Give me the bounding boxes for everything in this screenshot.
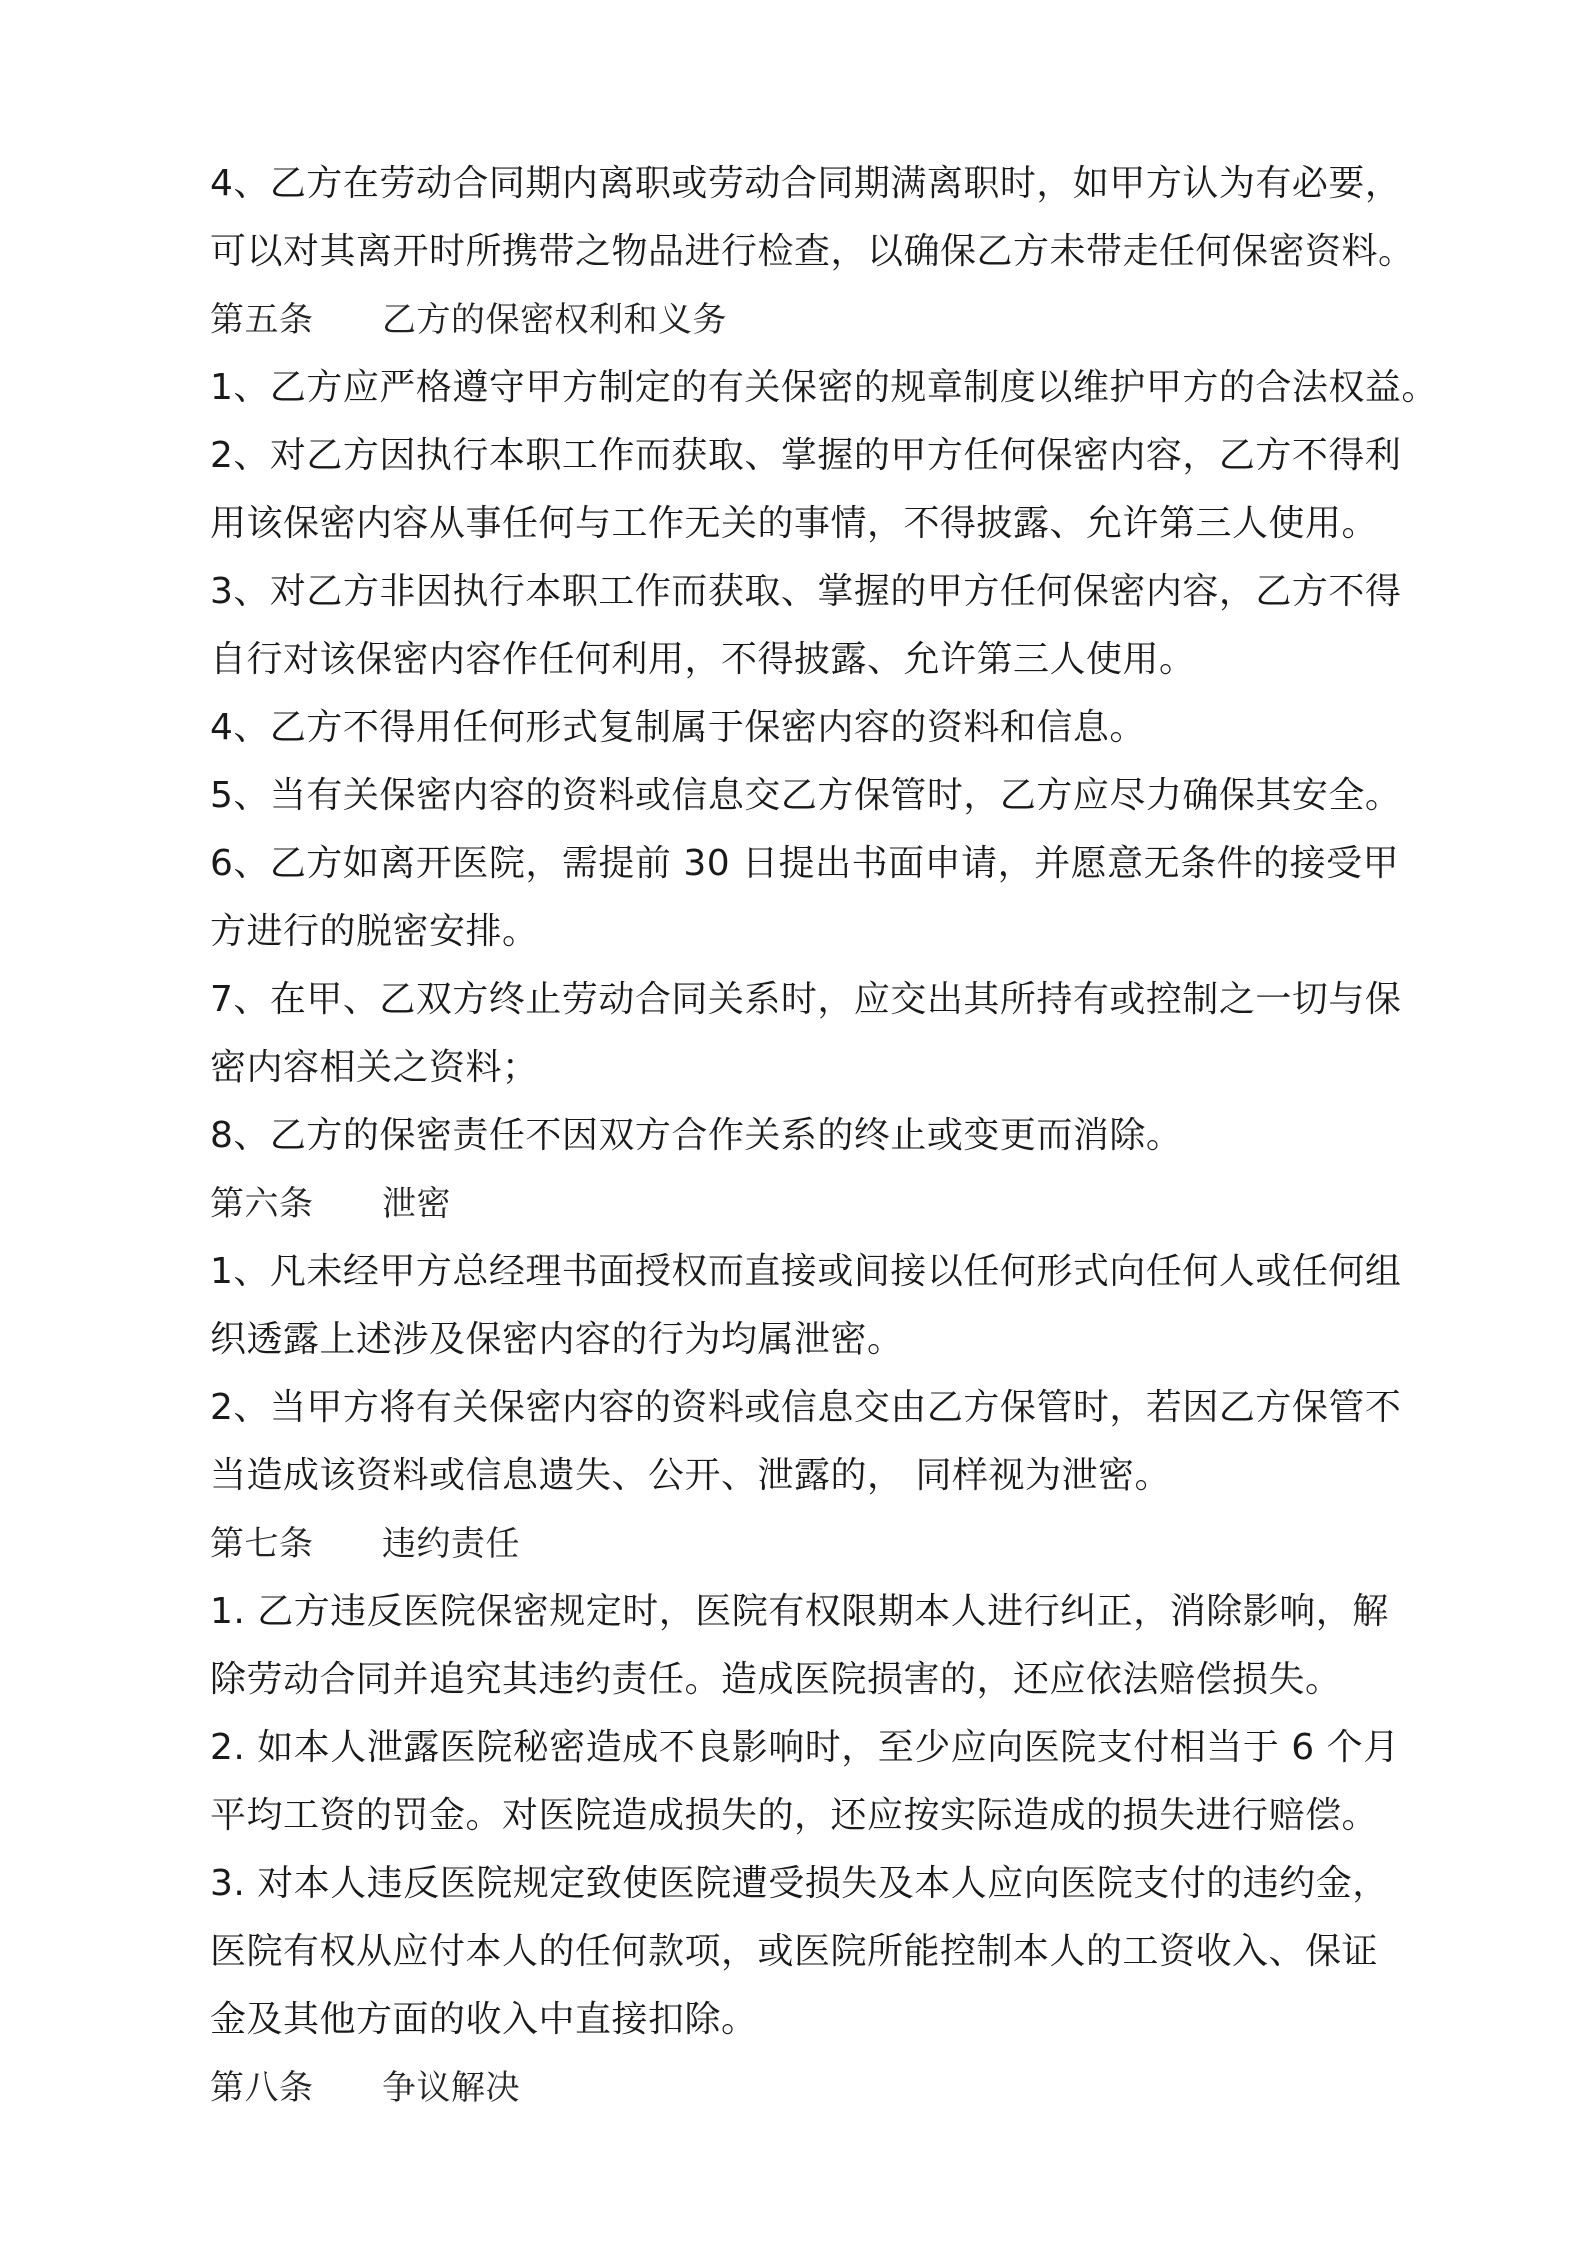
article-heading — [210, 286, 1440, 354]
article-number: 第六条 — [210, 1184, 314, 1224]
clause-line: 4、乙方在劳动合同期内离职或劳动合同期满离职时，如甲方认为有必要， — [210, 163, 1402, 204]
article-number: 第八条 — [210, 2068, 314, 2108]
clause-line: 织透露上述涉及保密内容的行为均属泄密。 — [210, 1319, 904, 1360]
clause-line: 1、乙方应严格遵守甲方制定的有关保密的规章制度以维护甲方的合法权益。 — [210, 367, 1438, 408]
clause-line: 1. 乙方违反医院保密规定时，医院有权限期本人进行纠正，消除影响，解 — [210, 1591, 1389, 1632]
article-title: 乙方的保密权利和义务 — [382, 300, 727, 340]
clause-line: 3、对乙方非因执行本职工作而获取、掌握的甲方任何保密内容，乙方不得 — [210, 571, 1402, 612]
article-heading — [210, 1170, 1440, 1238]
clause-line: 2、对乙方因执行本职工作而获取、掌握的甲方任何保密内容，乙方不得利 — [210, 435, 1402, 476]
article-heading — [210, 2054, 1440, 2122]
clause-line: 2、当甲方将有关保密内容的资料或信息交由乙方保管时，若因乙方保管不 — [210, 1387, 1402, 1428]
article-number: 第五条 — [210, 300, 314, 340]
clause-line: 1、凡未经甲方总经理书面授权而直接或间接以任何形式向任何人或任何组 — [210, 1251, 1402, 1292]
article-number: 第七条 — [210, 1524, 314, 1564]
clause-line: 7、在甲、乙双方终止劳动合同关系时，应交出其所持有或控制之一切与保 — [210, 979, 1402, 1020]
clause-line: 6、乙方如离开医院，需提前 30 日提出书面申请，并愿意无条件的接受甲 — [210, 843, 1400, 884]
clause-line: 8、乙方的保密责任不因双方合作关系的终止或变更而消除。 — [210, 1115, 1183, 1156]
clause-line: 当造成该资料或信息遗失、公开、泄露的， 同样视为泄密。 — [210, 1455, 1171, 1496]
clause-line: 用该保密内容从事任何与工作无关的事情，不得披露、允许第三人使用。 — [210, 503, 1379, 544]
clause-line: 2. 如本人泄露医院秘密造成不良影响时，至少应向医院支付相当于 6 个月 — [210, 1727, 1400, 1768]
clause-line: 密内容相关之资料； — [210, 1047, 539, 1088]
article-title: 争议解决 — [382, 2068, 520, 2108]
article-heading — [210, 1510, 1440, 1578]
clause-line: 方进行的脱密安排。 — [210, 911, 539, 952]
clause-line: 可以对其离开时所携带之物品进行检查，以确保乙方未带走任何保密资料。 — [210, 231, 1415, 272]
clause-line: 4、乙方不得用任何形式复制属于保密内容的资料和信息。 — [210, 707, 1146, 748]
document-body — [210, 150, 1440, 2122]
article-title: 泄密 — [382, 1184, 451, 1224]
clause-line: 平均工资的罚金。对医院造成损失的，还应按实际造成的损失进行赔偿。 — [210, 1795, 1379, 1836]
clause-line: 5、当有关保密内容的资料或信息交乙方保管时，乙方应尽力确保其安全。 — [210, 775, 1402, 816]
article-title: 违约责任 — [382, 1524, 520, 1564]
clause-line: 金及其他方面的收入中直接扣除。 — [210, 1999, 758, 2040]
clause-line: 医院有权从应付本人的任何款项，或医院所能控制本人的工资收入、保证 — [210, 1931, 1379, 1972]
clause-line: 除劳动合同并追究其违约责任。造成医院损害的，还应依法赔偿损失。 — [210, 1659, 1342, 1700]
clause-line: 自行对该保密内容作任何利用，不得披露、允许第三人使用。 — [210, 639, 1196, 680]
clause-line: 3. 对本人违反医院规定致使医院遭受损失及本人应向医院支付的违约金， — [210, 1863, 1389, 1904]
